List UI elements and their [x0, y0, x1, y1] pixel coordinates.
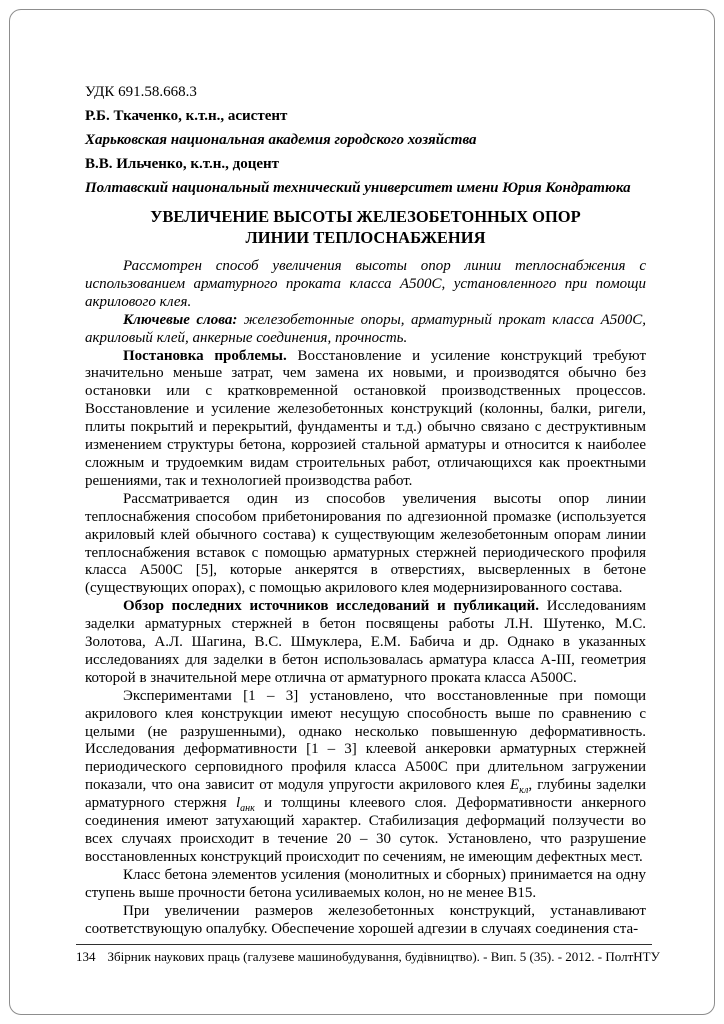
paragraph-text: Рассматривается один из способов увеличения высоты опор линии теплоснабжения способом прибетонирования по адгезионной промазке (используется акриловый клей обычного состава) к существующим железобетонным опорам линии теплоснабжения вставок с помощью арматурных стержней периодического профиля класса А500С [5], которые анкерятся в отверстиях, высверленных в бетоне (существующих опорах), с помощью акрилового клея модернизированного состава. — [85, 490, 646, 597]
paragraph-lead: Обзор последних источников исследований и публикаций. — [123, 598, 540, 615]
abstract-text: Рассмотрен способ увеличения высоты опор линии теплоснабжения с использованием арматурного проката класса А500С, установленного при помощи акрилового клея. — [85, 258, 646, 310]
keywords-list: железобетонные опоры, арматурный прокат класса А500С, акриловый клей, анкерные соединения, прочность. — [85, 311, 647, 346]
variable-symbol: l — [235, 795, 241, 812]
paragraph-problem-statement — [85, 348, 646, 491]
page-footer — [76, 944, 660, 965]
paragraph-sources-review — [85, 598, 646, 688]
variable-symbol: Е — [509, 777, 520, 794]
article-content — [85, 84, 646, 938]
paragraph-lead: Постановка проблемы. — [123, 347, 287, 364]
page-number: 134 — [76, 949, 96, 964]
author-2: В.В. Ильченко, к.т.н., доцент — [85, 156, 280, 172]
udc-code: УДК 691.58.668.3 — [85, 84, 197, 100]
paragraph-formwork — [85, 903, 646, 939]
paragraph-concrete-class — [85, 867, 646, 903]
paragraph-experiments — [85, 688, 646, 867]
variable-l — [235, 795, 255, 815]
paragraph-text: Экспериментами [1 – 3] установлено, что восстановленные при помощи акрилового клея конструкции имеют несущую способность выше по сравнению с целыми (не разрушенными), однако несколько повышенную деформативность. Исследования деформативности [1 – 3] клеевой анкеровки арматурных стержней периодического серповидного профиля класса А500С при длительном загружении показали, что она зависит от модуля упругости акрилового клея — [85, 687, 646, 794]
affiliation-2: Полтавский национальный технический университет имени Юрия Кондратюка — [85, 180, 631, 196]
paragraph-method — [85, 491, 646, 598]
affiliation-1: Харьковская национальная академия городского хозяйства — [85, 132, 477, 148]
paragraph-text: , глубины заделки арматурного стержня — [85, 777, 646, 812]
article-title — [85, 206, 646, 248]
author-1: Р.Б. Ткаченко, к.т.н., асистент — [85, 108, 288, 124]
keywords-label: Ключевые слова: — [123, 311, 238, 328]
paragraph-text: Восстановление и усиление конструкций требуют значительно меньше затрат, чем замена их новыми, и производятся обычно без остановки или с кратковременной остановкой производственных процессов. Восстановление и усиление железобетонных конструкций (колонны, балки, ригели, плиты покрытий и перекрытий, фундаменты и т.д.) обычно связано с деструктивным изменением структуры бетона, коррозией стальной арматуры и относится к наиболее сложным и трудоемким видам строительных работ, отличающихся как проектными решениями, так и технологией производства работ. — [85, 347, 646, 489]
variable-subscript: кл — [519, 785, 529, 797]
paragraph-text: и толщины клеевого слоя. Деформативности анкерного соединения имеют затухающий характер. Стабилизация деформаций ползучести во всех случаях происходит в течение 20 – 30 суток. Установлено, что разрушение восстановленных конструкций происходит по сечениям, не имеющим дефектных мест. — [85, 795, 646, 865]
footer-journal-info: Збірник наукових праць (галузеве машинобудування, будівництво). - Вип. 5 (35). - 2012. - ПолтНТУ — [107, 949, 660, 964]
article-title-line-2: ЛИНИИ ТЕПЛОСНАБЖЕНИЯ — [245, 228, 486, 247]
variable-E — [509, 777, 529, 797]
variable-subscript: анк — [240, 803, 255, 815]
keywords-paragraph — [85, 312, 646, 348]
article-title-line-1: УВЕЛИЧЕНИЕ ВЫСОТЫ ЖЕЛЕЗОБЕТОННЫХ ОПОР — [150, 207, 581, 226]
paragraph-text: Исследованиям заделки арматурных стержней в бетон посвящены работы Л.Н. Шутенко, М.С. Золотова, А.Л. Шагина, В.С. Шмуклера, Е.М. Бабича и др. Однако в указанных исследованиях для заделки в бетон использовалась арматура класса А-III, геометрия которой в значительной мере отлична от арматурного проката класса А500С. — [85, 598, 646, 686]
paragraph-text: Класс бетона элементов усиления (монолитных и сборных) принимается на одну ступень выше прочности бетона усиливаемых колон, но не менее В15. — [85, 866, 646, 901]
paragraph-text: При увеличении размеров железобетонных конструкций, устанавливают соответствующую опалубку. Обеспечение хорошей адгезии в случаях соединения ста- — [85, 902, 646, 937]
